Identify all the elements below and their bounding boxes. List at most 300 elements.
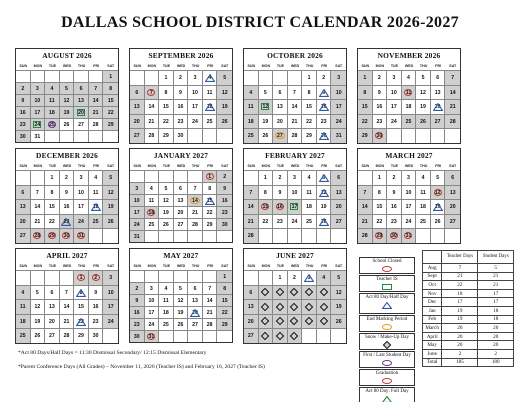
day-cell — [317, 99, 332, 114]
day-cell — [445, 114, 460, 129]
day-number: 11 — [248, 104, 254, 110]
table-row — [423, 358, 514, 367]
day-cell — [331, 85, 346, 100]
diamond-marker — [276, 288, 284, 296]
day-cell — [273, 99, 288, 114]
day-number: 24 — [148, 322, 155, 328]
day-number: 10 — [148, 298, 155, 304]
empty-cell — [358, 170, 373, 185]
day-cell — [145, 206, 160, 218]
day-cell — [203, 194, 218, 206]
weekday-label: THU — [419, 64, 428, 68]
table-header-cell: Student Days — [478, 251, 514, 264]
legend-label: Act 80 Day/Half Day — [365, 295, 409, 300]
day-number: 27 — [19, 233, 26, 239]
weekday-label: SUN — [361, 164, 370, 168]
day-cell — [302, 299, 317, 314]
day-number: 19 — [34, 318, 41, 325]
day-cell — [188, 182, 203, 194]
day-cell — [188, 70, 203, 85]
day-number: 17 — [405, 204, 412, 210]
day-cell — [159, 282, 174, 294]
day-number: 7 — [94, 86, 98, 92]
day-number: 16 — [92, 304, 99, 310]
day-cell — [130, 306, 145, 318]
diamond-marker — [305, 303, 313, 311]
day-number: 3 — [307, 275, 311, 281]
day-cell — [74, 82, 89, 94]
day-number: 27 — [78, 122, 84, 128]
day-number: 15 — [361, 104, 368, 110]
day-number: 28 — [449, 118, 456, 125]
day-cell — [317, 70, 332, 85]
circle-red-swatch — [382, 266, 392, 272]
day-number: 21 — [449, 104, 456, 110]
day-cell — [317, 170, 332, 185]
weekday-label: MON — [375, 164, 385, 168]
triangle-marker — [205, 103, 215, 113]
empty-cell — [16, 270, 31, 285]
day-cell — [244, 128, 259, 143]
empty-cell — [402, 128, 417, 143]
day-cell — [317, 285, 332, 300]
day-cell — [159, 194, 174, 206]
day-cell — [89, 214, 104, 229]
weekday-label: SUN — [361, 64, 370, 68]
day-number: 25 — [405, 118, 412, 125]
legend-label: Teacher IS — [376, 277, 398, 282]
weekday-label: TUE — [390, 164, 399, 168]
diamond-marker — [276, 332, 284, 340]
day-number: 8 — [208, 186, 212, 192]
empty-cell — [302, 328, 317, 343]
empty-cell — [416, 228, 431, 243]
weekday-label: FRI — [93, 64, 100, 68]
day-cell — [16, 118, 31, 130]
day-number: 30 — [391, 233, 397, 239]
day-number: 9 — [322, 89, 326, 96]
table-cell: 17 — [478, 289, 514, 298]
day-cell — [244, 85, 259, 100]
day-cell — [331, 214, 346, 229]
oval-orange-swatch — [382, 324, 392, 330]
day-cell — [402, 70, 417, 85]
day-number: 19 — [177, 310, 184, 316]
empty-cell — [45, 270, 60, 285]
day-number: 8 — [307, 89, 311, 96]
day-number: 16 — [376, 104, 383, 110]
day-cell — [174, 206, 189, 218]
day-cell — [358, 114, 373, 129]
empty-cell — [288, 70, 303, 85]
weekday-label: SUN — [19, 264, 28, 268]
day-cell — [31, 106, 46, 118]
day-cell — [89, 170, 104, 185]
day-number: 14 — [192, 198, 198, 204]
table-cell: Nov — [423, 289, 442, 298]
empty-cell — [431, 128, 446, 143]
triangle-marker — [433, 203, 443, 213]
day-cell — [288, 328, 303, 343]
day-cell — [188, 282, 203, 294]
table-row — [423, 315, 514, 324]
day-number: 10 — [78, 189, 84, 196]
day-cell — [103, 70, 118, 82]
legend-item — [359, 257, 415, 274]
day-cell — [89, 299, 104, 314]
day-number: 7 — [451, 75, 455, 81]
day-number: 26 — [107, 218, 114, 225]
day-number: 13 — [78, 98, 84, 104]
day-number: 8 — [363, 89, 367, 96]
triangle-marker — [319, 174, 329, 184]
day-number: 8 — [109, 86, 113, 92]
circle-red-swatch — [382, 378, 392, 384]
day-cell — [60, 214, 75, 229]
day-number: 30 — [376, 133, 383, 139]
day-cell — [373, 114, 388, 129]
day-number: 5 — [164, 186, 168, 192]
table-cell: 2 — [442, 349, 478, 358]
day-cell — [217, 182, 232, 194]
day-cell — [130, 85, 145, 100]
month-june-2027 — [243, 248, 347, 344]
day-number: 26 — [221, 118, 228, 125]
day-number: 18 — [247, 118, 254, 125]
table-cell: 17 — [442, 298, 478, 307]
day-number: 13 — [192, 298, 198, 304]
day-number: 15 — [163, 104, 169, 110]
day-cell — [145, 194, 160, 206]
day-number: 11 — [163, 298, 169, 304]
day-number: 8 — [79, 289, 83, 296]
day-cell — [74, 285, 89, 300]
month-november-2026 — [357, 48, 461, 144]
table-cell: 18 — [442, 289, 478, 298]
day-cell — [130, 230, 145, 242]
day-cell — [244, 185, 259, 200]
day-number: 20 — [449, 204, 456, 210]
day-cell — [188, 294, 203, 306]
day-cell — [89, 199, 104, 214]
day-number: 15 — [206, 198, 213, 204]
month-february-2027 — [243, 148, 347, 244]
day-number: 8 — [50, 189, 54, 196]
day-number: 19 — [63, 110, 70, 116]
table-cell: 20 — [442, 341, 478, 350]
weekday-label: SUN — [247, 264, 256, 268]
day-cell — [159, 182, 174, 194]
table-cell: 20 — [442, 332, 478, 341]
day-number: 6 — [278, 89, 282, 96]
day-number: 22 — [78, 318, 84, 325]
day-cell — [45, 94, 60, 106]
month-january-2027 — [129, 148, 233, 243]
day-cell — [103, 118, 118, 130]
day-number: 6 — [436, 75, 440, 81]
day-cell — [60, 285, 75, 300]
day-cell — [45, 314, 60, 329]
day-cell — [244, 328, 259, 343]
day-cell — [31, 185, 46, 200]
weekday-label: SUN — [247, 64, 256, 68]
day-cell — [259, 128, 274, 143]
day-number: 11 — [405, 89, 412, 96]
day-number: 27 — [335, 218, 342, 225]
day-number: 28 — [291, 133, 298, 139]
day-number: 8 — [377, 189, 381, 196]
day-cell — [174, 70, 189, 85]
day-number: 10 — [391, 89, 397, 96]
empty-cell — [259, 70, 274, 85]
weekday-header — [16, 262, 118, 270]
day-number: 9 — [21, 98, 25, 104]
legend-item — [359, 333, 415, 350]
table-header-cell: Teacher Days — [442, 251, 478, 264]
day-cell — [302, 270, 317, 285]
empty-cell — [145, 170, 160, 182]
day-cell — [74, 214, 89, 229]
table-cell: April — [423, 332, 442, 341]
weekday-label: THU — [77, 64, 86, 68]
day-number: 21 — [206, 310, 213, 316]
day-cell — [431, 114, 446, 129]
table-cell: May — [423, 341, 442, 350]
table-row — [423, 349, 514, 358]
table-header-cell — [423, 251, 442, 264]
weekday-label: SAT — [107, 164, 115, 168]
weekday-label: SAT — [221, 164, 229, 168]
table-cell: Jan — [423, 306, 442, 315]
day-cell — [74, 94, 89, 106]
day-number: 25 — [206, 118, 213, 125]
triangle-marker — [190, 309, 200, 318]
day-cell — [31, 299, 46, 314]
day-number: 4 — [421, 175, 425, 181]
day-number: 13 — [277, 104, 283, 110]
day-cell — [16, 185, 31, 200]
weekday-label: SAT — [449, 164, 457, 168]
day-number: 20 — [277, 118, 283, 125]
weekday-label: SAT — [335, 264, 343, 268]
day-cell — [302, 214, 317, 229]
day-cell — [358, 185, 373, 200]
weekday-header — [16, 162, 118, 170]
day-cell — [31, 130, 46, 142]
day-number: 29 — [376, 233, 383, 239]
day-cell — [174, 218, 189, 230]
day-number: 20 — [434, 104, 441, 110]
day-number: 26 — [177, 322, 184, 328]
day-cell — [174, 182, 189, 194]
weekday-label: WED — [176, 64, 186, 68]
day-cell — [159, 306, 174, 318]
day-number: 14 — [206, 298, 213, 304]
day-cell — [174, 114, 189, 129]
day-number: 2 — [179, 75, 182, 81]
day-cell — [159, 70, 174, 85]
day-number: 11 — [206, 89, 213, 96]
day-cell — [188, 194, 203, 206]
weekday-label: FRI — [435, 64, 442, 68]
empty-cell — [331, 228, 346, 243]
month-title: DECEMBER 2026 — [36, 151, 98, 160]
day-cell — [259, 328, 274, 343]
day-number: 2 — [21, 86, 25, 92]
day-number: 1 — [79, 275, 83, 281]
day-number: 28 — [63, 333, 70, 339]
day-cell — [273, 185, 288, 200]
day-cell — [103, 199, 118, 214]
day-number: 27 — [177, 222, 184, 228]
day-number: 9 — [135, 298, 139, 304]
day-cell — [89, 314, 104, 329]
empty-cell — [145, 230, 160, 242]
empty-cell — [103, 130, 118, 142]
weekday-label: WED — [290, 164, 300, 168]
day-number: 17 — [291, 204, 298, 210]
day-cell — [387, 99, 402, 114]
empty-cell — [445, 128, 460, 143]
day-cell — [273, 299, 288, 314]
day-number: 29 — [306, 133, 312, 139]
day-number: 21 — [92, 110, 99, 116]
day-cell — [145, 282, 160, 294]
day-cell — [174, 194, 189, 206]
empty-cell — [31, 270, 46, 285]
day-number: 7 — [293, 89, 296, 96]
weekday-label: TUE — [162, 264, 171, 268]
weekday-label: WED — [62, 164, 72, 168]
day-number: 20 — [49, 318, 55, 325]
day-cell — [45, 299, 60, 314]
day-cell — [331, 270, 346, 285]
day-cell — [74, 170, 89, 185]
day-cell — [188, 99, 203, 114]
day-cell — [387, 199, 402, 214]
day-number: 31 — [133, 234, 140, 240]
weekday-header — [130, 262, 232, 270]
day-number: 12 — [221, 89, 228, 96]
weekday-label: SUN — [133, 264, 142, 268]
day-cell — [244, 199, 259, 214]
day-number: 4 — [50, 86, 54, 92]
day-cell — [387, 214, 402, 229]
empty-cell — [203, 128, 218, 143]
day-number: 29 — [163, 133, 169, 139]
day-number: 17 — [335, 104, 342, 110]
empty-cell — [244, 170, 259, 185]
legend-item — [359, 351, 415, 368]
day-cell — [331, 314, 346, 329]
day-cell — [302, 85, 317, 100]
day-cell — [103, 314, 118, 329]
empty-cell — [74, 130, 89, 142]
table-cell: 17 — [478, 298, 514, 307]
triangle-marker — [76, 289, 86, 299]
day-cell — [302, 114, 317, 129]
day-number: 15 — [107, 98, 114, 104]
day-cell — [130, 282, 145, 294]
empty-cell — [259, 228, 274, 243]
month-august-2026 — [15, 48, 119, 143]
table-row — [423, 341, 514, 350]
empty-cell — [203, 330, 218, 342]
day-number: 12 — [434, 189, 441, 196]
diamond-marker — [290, 303, 298, 311]
day-number: 17 — [192, 104, 198, 110]
day-number: 1 — [263, 175, 267, 181]
day-number: 2 — [94, 275, 98, 281]
day-cell — [74, 314, 89, 329]
day-cell — [387, 85, 402, 100]
day-cell — [145, 318, 160, 330]
day-cell — [60, 94, 75, 106]
day-number: 10 — [291, 189, 298, 196]
day-number: 23 — [19, 122, 26, 128]
day-number: 5 — [109, 175, 113, 181]
day-cell — [130, 318, 145, 330]
day-number: 12 — [262, 104, 269, 110]
day-cell — [103, 106, 118, 118]
day-number: 24 — [34, 122, 41, 128]
day-number: 22 — [163, 118, 169, 125]
day-cell — [203, 206, 218, 218]
day-cell — [431, 99, 446, 114]
day-cell — [259, 114, 274, 129]
day-number: 26 — [63, 122, 70, 128]
day-cell — [159, 206, 174, 218]
table-row — [423, 289, 514, 298]
empty-cell — [159, 270, 174, 282]
empty-cell — [273, 70, 288, 85]
day-cell — [244, 114, 259, 129]
empty-cell — [159, 170, 174, 182]
day-cell — [188, 306, 203, 318]
day-cell — [302, 99, 317, 114]
day-cell — [31, 94, 46, 106]
day-cell — [317, 128, 332, 143]
empty-cell — [45, 70, 60, 82]
day-number: 25 — [49, 122, 55, 128]
table-cell: 21 — [442, 272, 478, 281]
day-number: 29 — [206, 222, 213, 228]
weekday-label: MON — [147, 264, 157, 268]
day-number: 5 — [35, 289, 39, 296]
day-number: 2 — [65, 175, 68, 181]
day-cell — [217, 70, 232, 85]
empty-cell — [188, 230, 203, 242]
triangle-marker — [91, 203, 101, 213]
day-number: 4 — [322, 275, 326, 281]
month-title: AUGUST 2026 — [42, 51, 92, 60]
day-cell — [174, 294, 189, 306]
day-cell — [31, 314, 46, 329]
day-cell — [130, 206, 145, 218]
day-number: 26 — [434, 218, 441, 225]
empty-cell — [159, 230, 174, 242]
day-cell — [288, 270, 303, 285]
day-number: 27 — [247, 333, 254, 339]
day-number: 24 — [291, 218, 298, 225]
month-title: SEPTEMBER 2026 — [148, 51, 214, 60]
day-cell — [288, 99, 303, 114]
table-cell: Dec — [423, 298, 442, 307]
day-number: 21 — [63, 318, 70, 325]
empty-cell — [145, 70, 160, 85]
day-cell — [273, 85, 288, 100]
day-number: 30 — [320, 133, 327, 139]
